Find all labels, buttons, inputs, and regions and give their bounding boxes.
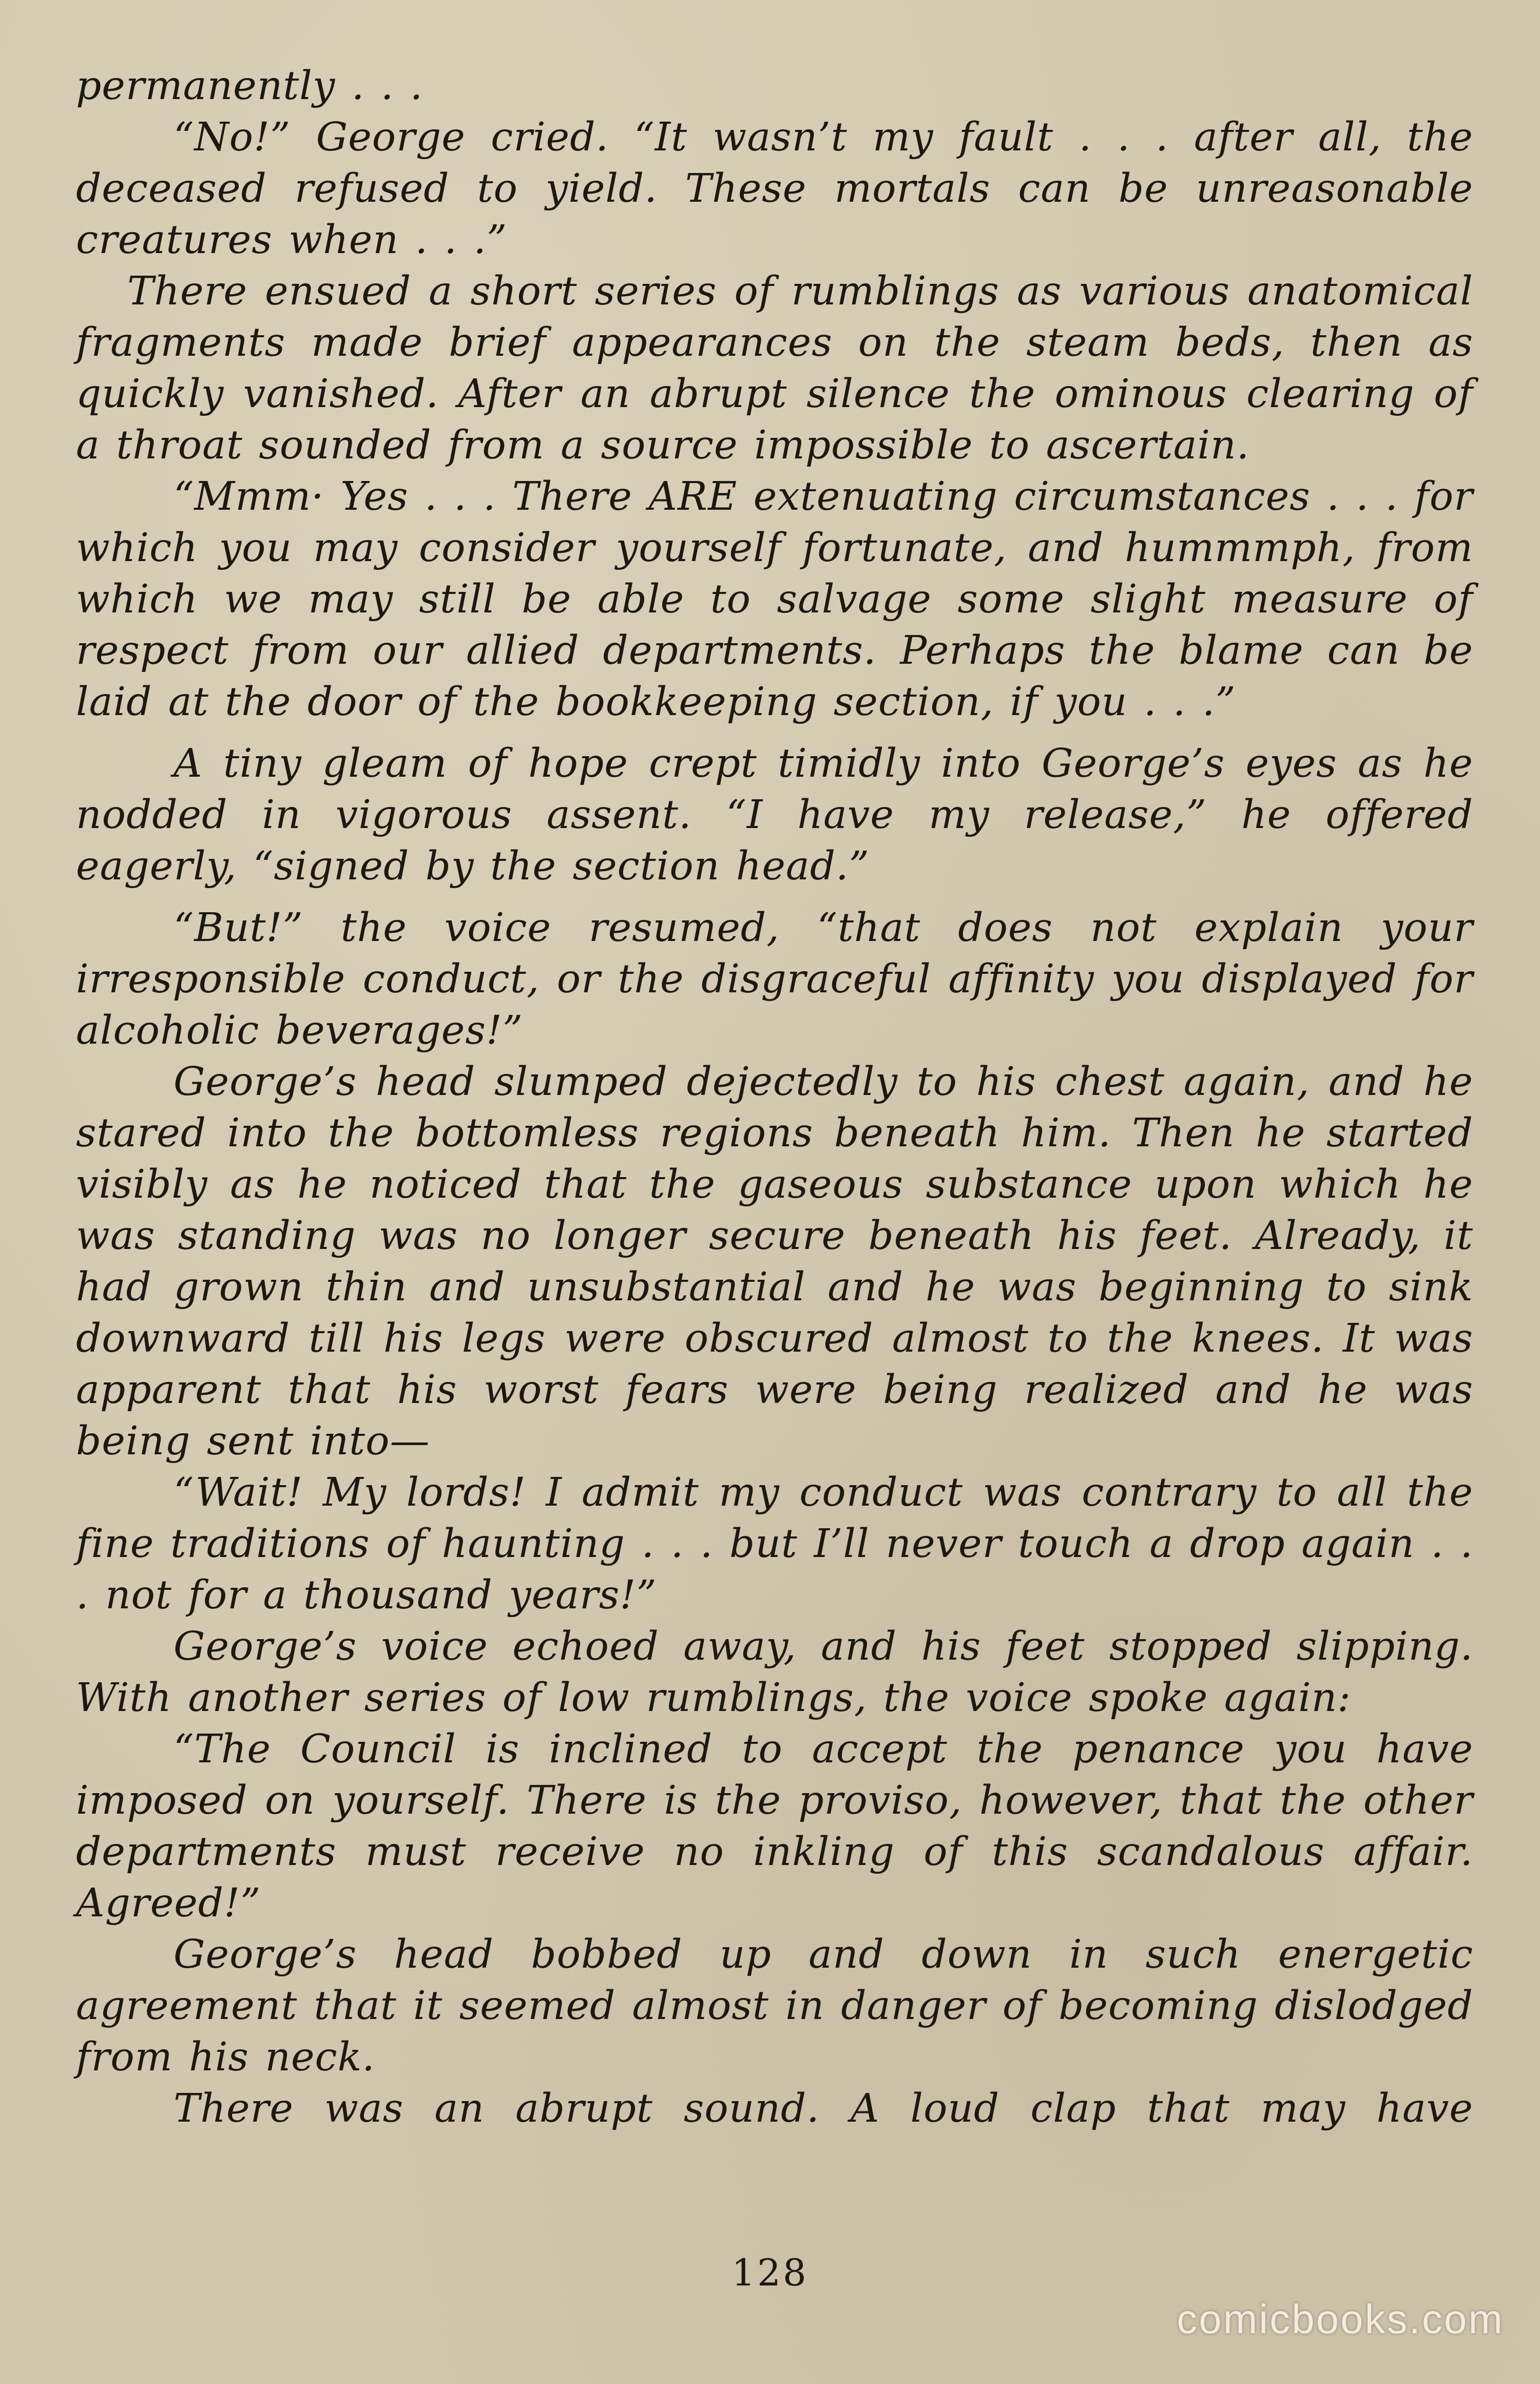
paragraph: There ensued a short series of rumblings as various anatomical fragments made brief appearances on the steam beds, then as quickly vanished. After an abrupt silence the ominous clearing of a throat sounded from a source impossible to ascertain. (76, 268, 1473, 468)
paragraph: George’s voice echoed away, and his feet stopped slipping. With another series of low rumblings, the voice spoke again: (76, 1624, 1473, 1721)
paragraph: George’s head bobbed up and down in such energetic agreement that it seemed almost in danger of becoming dislodged from his neck. (76, 1932, 1473, 2080)
paragraph: George’s head slumped dejectedly to his chest again, and he stared into the bottomless regions beneath him. Then he started visibly as he noticed that the gaseous substance upon which he was standing was no longer secure beneath his feet. Already, it had grown thin and unsubstantial and he was beginning to sink downward till his legs were obscured almost to the knees. It was apparent that his worst fears were being realized and he was being sent into— (76, 1059, 1473, 1464)
paragraph: “Mmm· Yes . . . There ARE extenuating circumstances . . . for which you may consider yourself fortunate, and hummmph, from which we may still be able to salvage some slight measure of respect from our allied departments. Perhaps the blame can be laid at the door of the bookkeeping section, if you . . .” (76, 474, 1473, 725)
body-text (76, 61, 1473, 2135)
paragraph: “No!” George cried. “It wasn’t my fault . . . after all, the deceased refused to yield. These mortals can be unreasonable creatures when . . .” (76, 114, 1473, 263)
paragraph: “The Council is inclined to accept the penance you have imposed on yourself. There is the proviso, however, that the other departments must receive no inkling of this scandalous affair. Agreed!” (76, 1726, 1473, 1926)
watermark: comicbooks.com (1177, 2296, 1504, 2342)
paragraph: “Wait! My lords! I admit my conduct was contrary to all the fine traditions of haunting . . . but I’ll never touch a drop again . . . not for a thousand years!” (76, 1470, 1473, 1618)
paragraph: permanently . . . (76, 63, 424, 109)
paragraph: There was an abrupt sound. A loud clap that may have (174, 2086, 1473, 2131)
paragraph: A tiny gleam of hope crept timidly into George’s eyes as he nodded in vigorous assent. “I have my release,” he offered eagerly, “signed by the section head.” (76, 741, 1473, 889)
paragraph: “But!” the voice resumed, “that does not explain your irresponsible conduct, or the disgraceful affinity you displayed for alcoholic beverages!” (76, 905, 1473, 1053)
page-number: 128 (732, 2251, 808, 2294)
